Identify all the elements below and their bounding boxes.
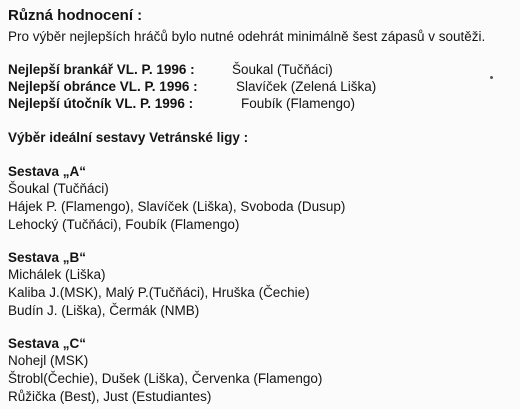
lineup-a-row-2: Hájek P. (Flamengo), Slavíček (Liška), Svoboda (Dusup) [8,199,346,214]
lineup-b-row-3: Budín J. (Liška), Čermák (NMB) [8,303,200,318]
award-value-forward: Foubík (Flamengo) [241,96,356,111]
lineup-b-row-2: Kaliba J.(MSK), Malý P.(Tučňáci), Hruška (Čechie) [8,285,310,300]
award-value-goalkeeper: Šoukal (Tučňáci) [232,62,333,77]
lineup-c-heading: Sestava „C“ [8,336,87,351]
award-label-goalkeeper: Nejlepší brankář VL. P. 1996 : [8,62,195,77]
scan-speck [490,76,493,79]
award-label-defender: Nejlepší obránce VL. P. 1996 : [8,79,198,94]
lineup-c-row-2: Štrobl(Čechie), Dušek (Liška), Červenka (Flamengo) [8,371,323,386]
lineup-c-row-3: Růžička (Best), Just (Estudiantes) [8,389,212,404]
award-value-defender: Slavíček (Zelená Liška) [236,79,377,94]
page-title: Různá hodnocení : [8,7,143,24]
lineup-b-row-1: Michálek (Liška) [8,267,106,282]
intro-text: Pro výběr nejlepších hráčů bylo nutné odehrát minimálně šest zápasů v soutěži. [8,29,486,44]
lineup-a-row-1: Šoukal (Tučňáci) [8,181,109,196]
award-label-forward: Nejlepší útočník VL. P. 1996 : [8,96,194,111]
lineup-a-heading: Sestava „A“ [8,164,87,179]
lineup-b-heading: Sestava „B“ [8,250,87,265]
selection-heading: Výběr ideální sestavy Vetránské ligy : [8,130,249,145]
lineup-c-row-1: Nohejl (MSK) [8,353,89,368]
lineup-a-row-3: Lehocký (Tučňáci), Foubík (Flamengo) [8,217,240,232]
